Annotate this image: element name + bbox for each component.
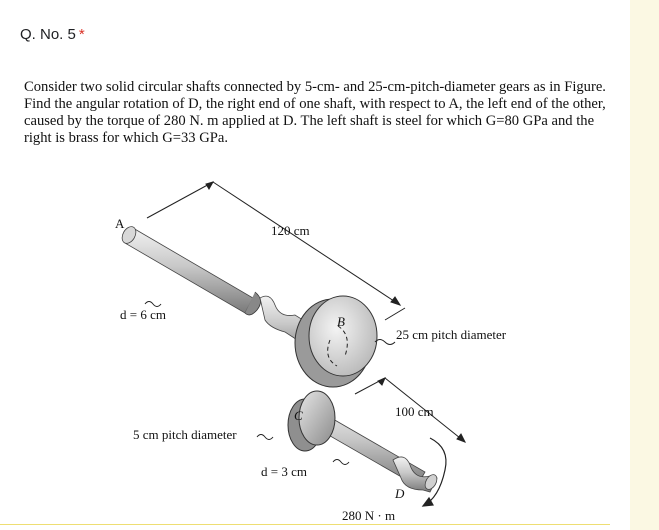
diameter-left-label: d = 6 cm <box>120 307 166 322</box>
label-d: D <box>395 486 405 501</box>
gear-b <box>295 296 377 387</box>
torque-arrow <box>423 438 446 506</box>
length-right-label: 100 cm <box>395 404 434 419</box>
label-a: A <box>115 216 125 231</box>
label-b: B <box>337 314 345 329</box>
length-left-label: 120 cm <box>271 223 310 238</box>
shaft-gear-figure <box>105 180 545 525</box>
question-number: Q. No. 5 <box>20 26 76 43</box>
diameter-right-label: d = 3 cm <box>261 464 307 479</box>
question-text: Consider two solid circular shafts connected by 5-cm- and 25-cm-pitch-diameter gears as in Figure. Find the angular rotation of D, the right end of one shaft, with respect to A, the left end of the other, caused by the torque of 280 N. m applied at D. The left shaft is steel for which G=80 GPa and the right is brass for which G=33 GPa. <box>24 79 606 146</box>
gear-small-label: 5 cm pitch diameter <box>133 427 237 442</box>
gear-large-label: 25 cm pitch diameter <box>396 327 507 342</box>
dimension-120 <box>147 182 405 320</box>
label-c: C <box>294 408 303 423</box>
torque-label: 280 N · m <box>342 508 396 523</box>
required-marker: * <box>78 26 85 43</box>
divider <box>0 524 610 525</box>
side-panel <box>630 0 659 530</box>
question-title <box>20 26 85 43</box>
